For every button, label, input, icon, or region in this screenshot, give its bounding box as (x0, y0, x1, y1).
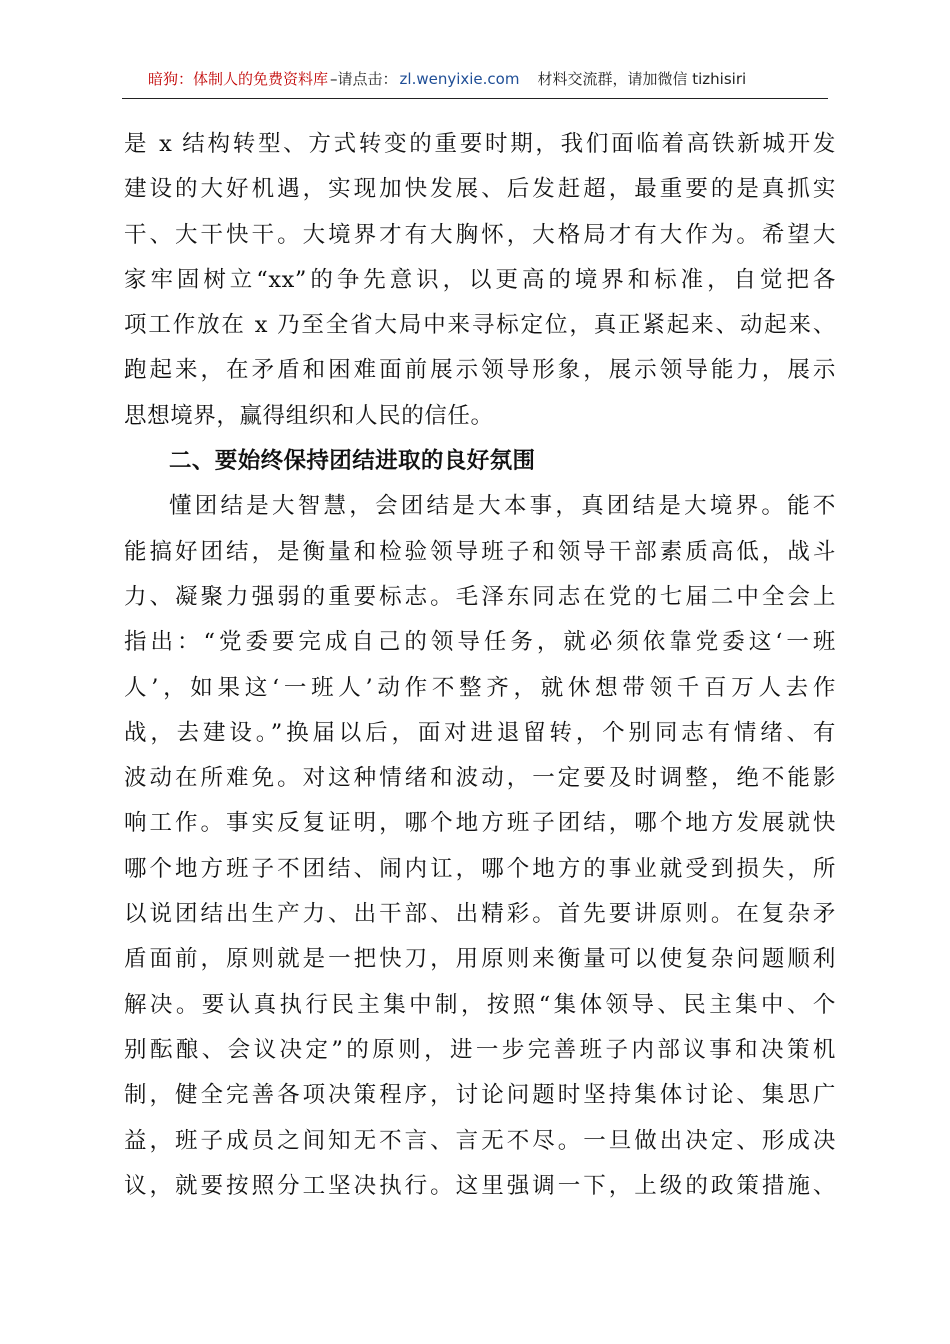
body-line: 以说团结出生产力、出干部、出精彩。首先要讲原则。在复杂矛 (124, 901, 836, 928)
body-line: 制，健全完善各项决策程序，讨论问题时坚持集体讨论、集思广 (124, 1082, 836, 1109)
body-line: 益，班子成员之间知无不言、言无不尽。一旦做出决定、形成决 (124, 1127, 836, 1154)
body-line: 力、凝聚力强弱的重要标志。毛泽东同志在党的七届二中全会上 (124, 583, 836, 610)
header-brand: 暗狗：体制人的免费资料库 (148, 70, 329, 88)
body-line: 项工作放在 x 乃至全省大局中来寻标定位，真正紧起来、动起来、 (124, 312, 836, 339)
body-line: 建设的大好机遇，实现加快发展、后发赶超，最重要的是真抓实 (124, 176, 836, 203)
body-line: 响工作。事实反复证明，哪个地方班子团结，哪个地方发展就快 (124, 810, 836, 837)
page-header (122, 68, 828, 99)
body-line: 指出：“党委要完成自己的领导任务，就必须依靠党委这‘一班 (124, 629, 836, 656)
body-line: 别酝酿、会议决定”的原则，进一步完善班子内部议事和决策机 (124, 1036, 836, 1063)
body-line: 波动在所难免。对这种情绪和波动，一定要及时调整，绝不能影 (124, 765, 836, 792)
body-line: 能搞好团结，是衡量和检验领导班子和领导干部素质高低，战斗 (124, 538, 836, 565)
header-click-prefix: –请点击： (330, 70, 398, 88)
body-line: 跑起来，在矛盾和困难面前展示领导形象，展示领导能力，展示 (124, 357, 836, 384)
header-url-link[interactable]: zl.wenyixie.com (399, 70, 520, 88)
body-line: 解决。要认真执行民主集中制，按照“集体领导、民主集中、个 (124, 991, 836, 1018)
body-line: 盾面前，原则就是一把快刀，用原则来衡量可以使复杂问题顺利 (124, 946, 836, 973)
document-body (124, 122, 836, 1209)
body-line: 战，去建设。”换届以后，面对进退留转，个别同志有情绪、有 (124, 719, 836, 746)
body-line: 懂团结是大智慧，会团结是大本事，真团结是大境界。能不 (169, 493, 836, 520)
body-line: 干、大干快干。大境界才有大胸怀，大格局才有大作为。希望大 (124, 221, 836, 248)
body-line: 议，就要按照分工坚决执行。这里强调一下，上级的政策措施、 (124, 1172, 836, 1199)
section-heading: 二、要始终保持团结进取的良好氛围 (169, 448, 536, 475)
body-line: 是 x 结构转型、方式转变的重要时期，我们面临着高铁新城开发 (124, 131, 836, 157)
body-line: 哪个地方班子不团结、闹内讧，哪个地方的事业就受到损失，所 (124, 855, 836, 882)
body-line: 思想境界，赢得组织和人民的信任。 (124, 402, 494, 429)
header-group-note: 材料交流群，请加微信 tizhisiri (537, 70, 747, 88)
body-line: 家牢固树立“xx”的争先意识，以更高的境界和标准，自觉把各 (124, 266, 836, 293)
body-line: 人’，如果这‘一班人’动作不整齐，就休想带领千百万人去作 (124, 674, 836, 701)
